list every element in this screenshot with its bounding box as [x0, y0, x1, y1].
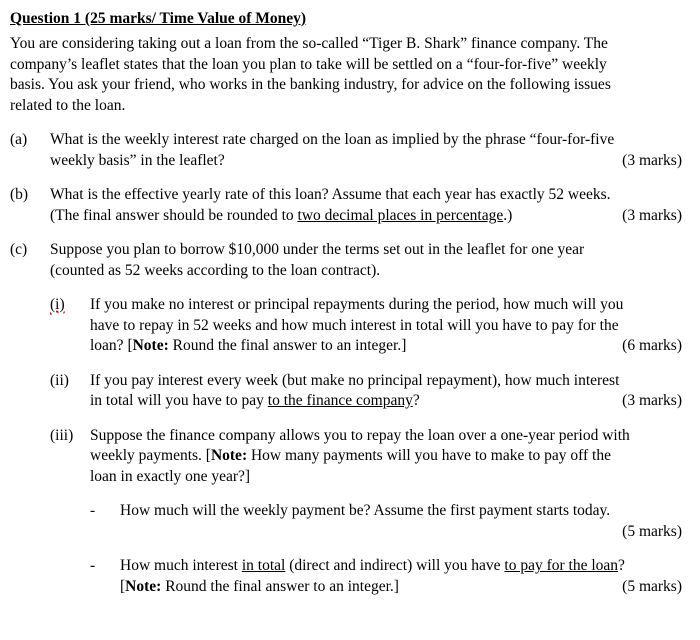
bullet-total-interest — [90, 556, 682, 597]
part-c-text: (counted as 52 weeks according to the loan contract). — [50, 261, 381, 279]
part-c-iii-text: How many payments will you have to make to pay off the — [247, 447, 611, 464]
bullet-weekly-payment — [90, 501, 682, 542]
part-c-i-text: Round the final answer to an integer.] — [168, 337, 407, 354]
part-c-ii-label: (ii) — [50, 371, 69, 389]
intro-paragraph — [10, 34, 682, 116]
bullet-dash: - — [90, 502, 96, 519]
note-label: Note: — [125, 577, 162, 595]
part-c-i-marks: (6 marks) — [622, 337, 682, 354]
bullet-text: (direct and indirect) will you have — [285, 557, 505, 574]
bullet-text: Round the final answer to an integer.] — [161, 577, 399, 595]
part-c — [10, 240, 682, 281]
part-c-i — [50, 295, 682, 357]
bullet-text: [ — [120, 577, 126, 595]
part-b — [10, 185, 682, 226]
intro-line: related to the loan. — [10, 96, 126, 114]
part-a-text: weekly basis” in the leaflet? — [50, 151, 225, 169]
part-c-i-text: have to repay in 52 weeks and how much interest in total will you have to pay for the — [90, 316, 619, 334]
question-title: Question 1 (25 marks/ Time Value of Money) — [10, 10, 307, 27]
part-c-i-label: (i) — [50, 296, 65, 313]
bullet-text: How much will the weekly payment be? Assume the first payment starts today. — [120, 502, 611, 519]
question-page — [10, 8, 682, 597]
part-c-ii-underlined: to the finance company — [267, 392, 413, 409]
note-label: Note: — [132, 337, 169, 354]
part-b-text: What is the effective yearly rate of this loan? Assume that each year has exactly 52 weeks. — [50, 186, 611, 203]
part-c-ii-text: If you pay interest every week (but make no principal repayment), how much interest — [90, 371, 620, 389]
part-c-ii-marks: (3 marks) — [622, 392, 682, 409]
intro-line: basis. You ask your friend, who works in the banking industry, for advice on the following issues — [10, 76, 611, 93]
bullet-marks: (5 marks) — [622, 522, 682, 540]
part-c-ii-text: ? — [412, 392, 420, 409]
note-label: Note: — [210, 447, 248, 464]
bullet-dash: - — [90, 557, 96, 574]
part-b-text: .) — [503, 206, 513, 224]
part-c-iii-text: loan in exactly one year?] — [90, 467, 251, 485]
part-c-ii — [50, 371, 682, 412]
part-a-label: (a) — [10, 131, 28, 148]
bullet-underlined: to pay for the loan — [504, 557, 619, 574]
part-a-text: What is the weekly interest rate charged on the loan as implied by the phrase “four-for-five — [50, 131, 615, 148]
part-c-i-text: loan? [ — [90, 337, 133, 354]
part-c-label: (c) — [10, 241, 28, 258]
part-b-text: (The final answer should be rounded to — [50, 206, 298, 224]
part-c-iii-text: Suppose the finance company allows you to repay the loan over a one-year period with — [90, 426, 630, 444]
part-a-marks: (3 marks) — [622, 151, 682, 169]
bullet-text: ? — [618, 557, 625, 574]
part-b-marks: (3 marks) — [622, 206, 682, 224]
intro-line: company’s leaflet states that the loan you plan to take will be settled on a “four-for-five” weekly — [10, 55, 607, 73]
part-b-underlined: two decimal places in percentage — [297, 206, 504, 224]
part-c-iii-label: (iii) — [50, 426, 74, 444]
part-b-label: (b) — [10, 186, 29, 203]
part-a — [10, 130, 682, 171]
bullet-underlined: in total — [241, 557, 286, 574]
part-c-iii — [50, 426, 682, 488]
part-c-ii-text: in total will you have to pay — [90, 392, 268, 409]
intro-line: You are considering taking out a loan from the so-called “Tiger B. Shark” finance company. The — [10, 35, 608, 52]
bullet-text: How much interest — [120, 557, 242, 574]
bullet-marks: (5 marks) — [622, 577, 682, 595]
part-c-iii-text: weekly payments. [ — [90, 447, 211, 464]
part-c-i-text: If you make no interest or principal repayments during the period, how much will you — [90, 296, 624, 313]
part-c-text: Suppose you plan to borrow $10,000 under the terms set out in the leaflet for one year — [50, 241, 585, 258]
